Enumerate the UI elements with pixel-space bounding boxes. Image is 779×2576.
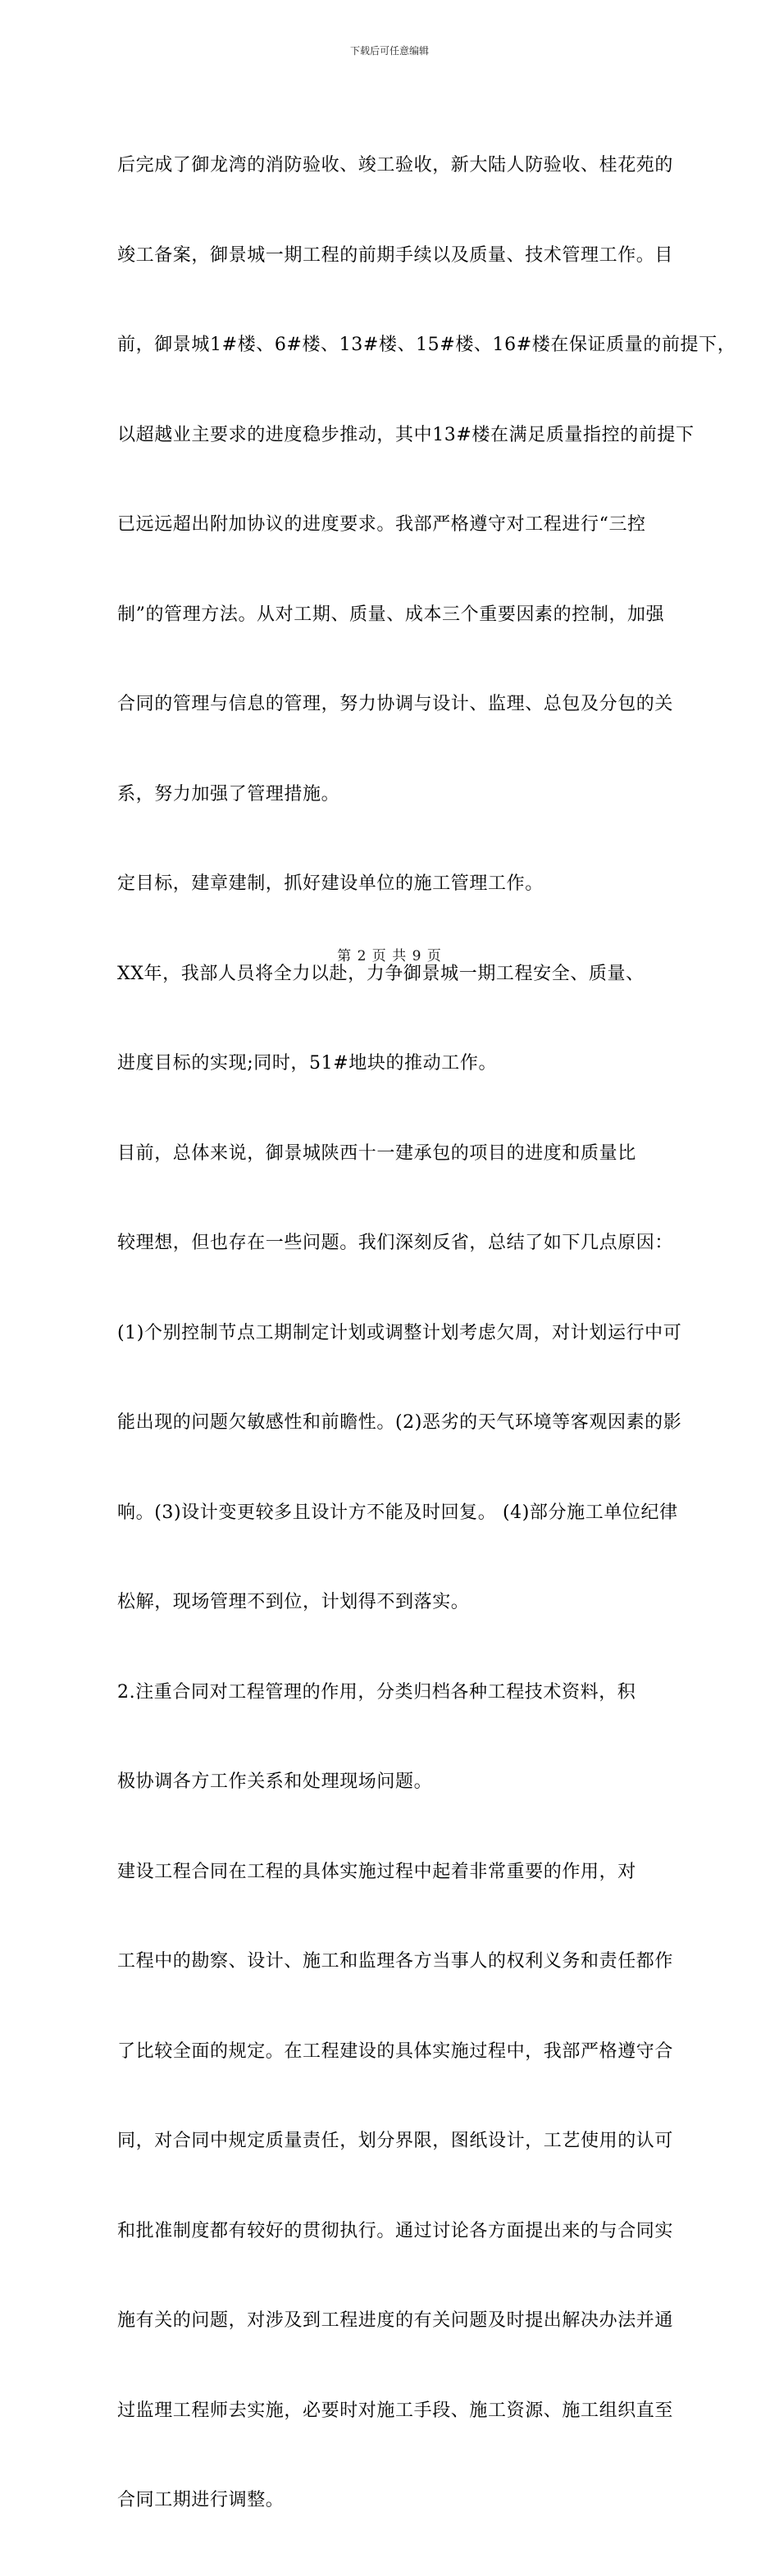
text-line: 后完成了御龙湾的消防验收、竣工验收，新大陆人防验收、桂花苑的	[117, 155, 674, 176]
text-line: 过监理工程师去实施，必要时对施工手段、施工资源、施工组织直至	[117, 2400, 674, 2421]
text-line: 已远远超出附加协议的进度要求。我部严格遵守对工程进行“三控	[117, 514, 646, 535]
text-line: 合同的管理与信息的管理，努力协调与设计、监理、总包及分包的关	[117, 694, 674, 714]
text-line: 竣工备案，御景城一期工程的前期手续以及质量、技术管理工作。目	[117, 244, 674, 266]
text-line: 和批准制度都有较好的贯彻执行。通过讨论各方面提出来的与合同实	[117, 2220, 674, 2241]
text-line: (1)个别控制节点工期制定计划或调整计划考虑欠周，对计划运行中可	[117, 1322, 682, 1343]
text-line: 极协调各方工作关系和处理现场问题。	[117, 1771, 433, 1792]
text-line: 较理想，但也存在一些问题。我们深刻反省，总结了如下几点原因：	[117, 1233, 674, 1253]
text-line: 能出现的问题欠敏感性和前瞻性。(2)恶劣的天气环境等客观因素的影	[117, 1412, 682, 1433]
text-line: 定目标，建章建制，抓好建设单位的施工管理工作。	[117, 873, 544, 894]
text-line: 制”的管理方法。从对工期、质量、成本三个重要因素的控制，加强	[117, 604, 665, 625]
text-line: 以超越业主要求的进度稳步推动，其中13#楼在满足质量指控的前提下	[117, 424, 695, 445]
document-body	[117, 91, 736, 2576]
text-line: 合同工期进行调整。	[117, 2490, 285, 2510]
text-line: 施有关的问题，对涉及到工程进度的有关问题及时提出解决办法并通	[117, 2310, 674, 2331]
page-number: 第 2 页 共 9 页	[337, 948, 442, 964]
text-line: 同，对合同中规定质量责任，划分界限，图纸设计，工艺使用的认可	[117, 2131, 674, 2151]
text-line: 响。(3)设计变更较多且设计方不能及时回复。 (4)部分施工单位纪律	[117, 1502, 678, 1523]
text-line: XX年，我部人员将全力以赴，力争御景城一期工程安全、质量、	[117, 963, 645, 984]
text-line: 进度目标的实现;同时，51#地块的推动工作。	[117, 1053, 498, 1074]
text-line: 2.注重合同对工程管理的作用，分类归档各种工程技术资料，积	[117, 1681, 636, 1703]
page-header-note: 下载后可任意编辑	[349, 45, 429, 57]
body-text	[117, 91, 736, 2576]
text-line: 前，御景城1#楼、6#楼、13#楼、15#楼、16#楼在保证质量的前提下，	[117, 335, 736, 355]
text-line: 系，努力加强了管理措施。	[117, 783, 340, 805]
text-line: 松解，现场管理不到位，计划得不到落实。	[117, 1592, 470, 1612]
text-line: 工程中的勘察、设计、施工和监理各方当事人的权利义务和责任都作	[117, 1951, 674, 1972]
text-line: 目前，总体来说，御景城陕西十一建承包的项目的进度和质量比	[117, 1142, 636, 1164]
text-line: 建设工程合同在工程的具体实施过程中起着非常重要的作用，对	[117, 1861, 636, 1882]
text-line: 了比较全面的规定。在工程建设的具体实施过程中，我部严格遵守合	[117, 2040, 674, 2062]
